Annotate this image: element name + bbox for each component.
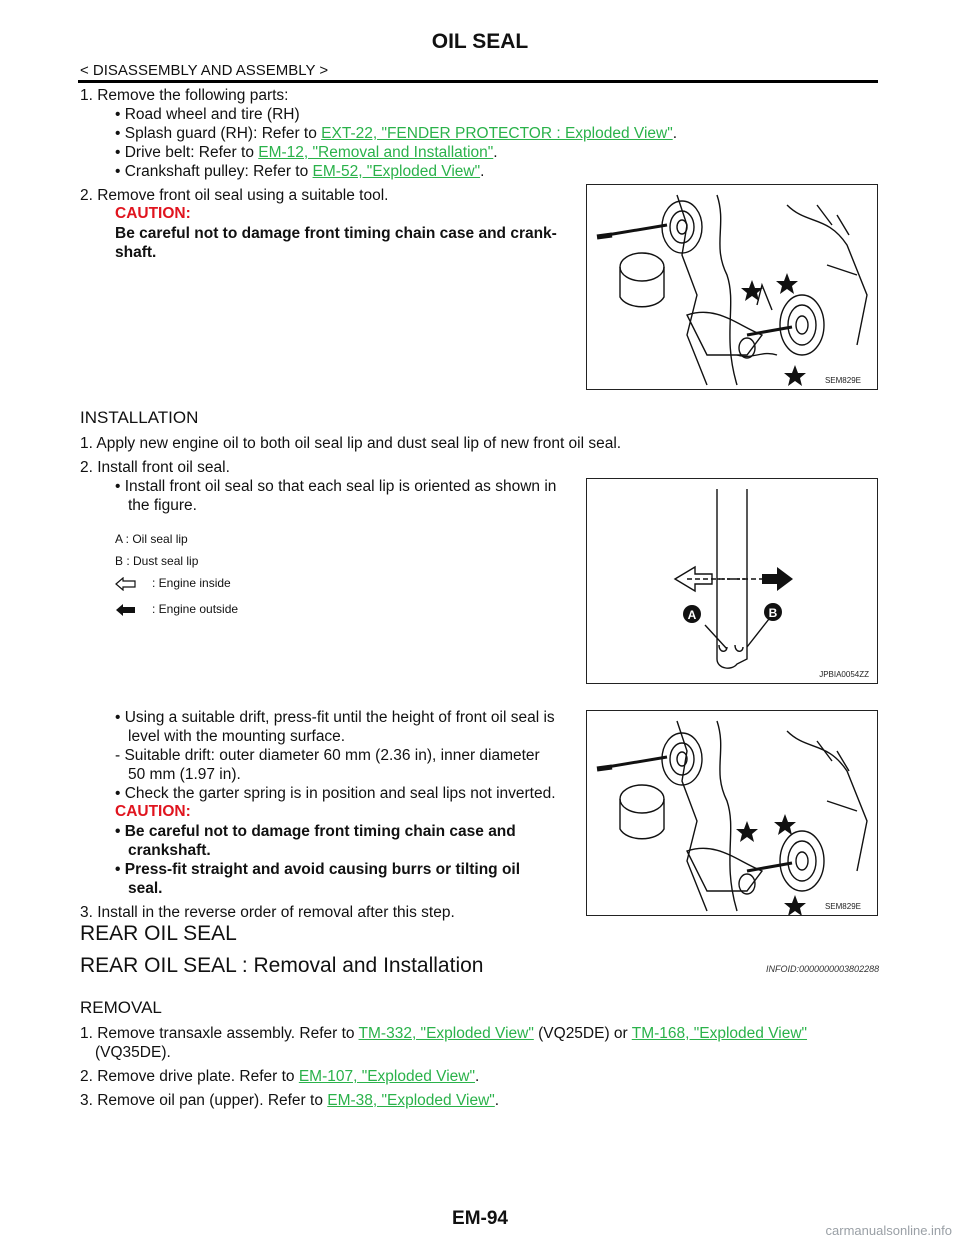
install-bullet-3: • Check the garter spring is in position and seal lips not inverted. — [115, 785, 556, 802]
legend-engine-inside: : Engine inside — [152, 576, 231, 590]
period: . — [494, 1092, 500, 1109]
period: . — [672, 125, 678, 142]
page-number: EM-94 — [452, 1208, 508, 1229]
legend-oil-seal-lip: A : Oil seal lip — [115, 532, 188, 546]
figure-front-seal-removal — [586, 184, 878, 390]
engine-illustration — [587, 711, 877, 915]
caution-1-line-1: • Be careful not to damage front timing chain case and — [115, 823, 516, 840]
rear-step-1-mid: (VQ25DE) or — [533, 1025, 632, 1042]
caution-2-line-2: seal. — [128, 880, 163, 897]
list-item-splash-guard — [115, 124, 677, 143]
drift-spec-line-1: - Suitable drift: outer diameter 60 mm (2.36 in), inner diameter — [115, 747, 540, 764]
pulley-text: • Crankshaft pulley: Refer to — [115, 163, 313, 180]
removal-step-2: 2. Remove front oil seal using a suitable tool. — [80, 187, 389, 204]
installation-heading: INSTALLATION — [80, 408, 199, 427]
engine-outside-arrow-icon — [115, 603, 137, 617]
list-item-crankshaft-pulley — [115, 162, 484, 181]
page-title: OIL SEAL — [431, 30, 529, 53]
list-item-drive-belt — [115, 143, 498, 162]
seal-lip-diagram — [587, 479, 877, 683]
install-bullet-2-line-2: level with the mounting surface. — [128, 728, 346, 745]
link-em-12[interactable]: EM-12, "Removal and Installation" — [258, 144, 494, 161]
caution-text-line-1: Be careful not to damage front timing chain case and crank- — [115, 225, 557, 242]
install-step-1: 1. Apply new engine oil to both oil seal lip and dust seal lip of new front oil seal. — [80, 435, 622, 452]
rear-step-1-text: 1. Remove transaxle assembly. Refer to — [80, 1025, 359, 1042]
period: . — [474, 1068, 480, 1085]
rear-step-1-line-2: (VQ35DE). — [95, 1044, 171, 1061]
install-step-2: 2. Install front oil seal. — [80, 459, 230, 476]
removal-step-1: 1. Remove the following parts: — [80, 87, 289, 104]
rear-step-2-text: 2. Remove drive plate. Refer to — [80, 1068, 299, 1085]
rear-step-3 — [80, 1091, 499, 1110]
install-bullet-1-line-2: the figure. — [128, 497, 197, 514]
link-em-107[interactable]: EM-107, "Exploded View" — [298, 1068, 475, 1085]
section-breadcrumb: < DISASSEMBLY AND ASSEMBLY > — [80, 62, 329, 79]
figure-code: SEM829E — [824, 902, 861, 911]
info-id: INFOID:0000000003802288 — [766, 964, 880, 974]
link-tm-168[interactable]: TM-168, "Exploded View" — [631, 1025, 808, 1042]
link-tm-332[interactable]: TM-332, "Exploded View" — [358, 1025, 534, 1042]
label-b: B — [768, 606, 778, 620]
install-bullet-2-line-1: • Using a suitable drift, press-fit until the height of front oil seal is — [115, 709, 555, 726]
figure-code: JPBIA0054ZZ — [819, 670, 869, 679]
link-ext-22[interactable]: EXT-22, "FENDER PROTECTOR : Exploded View" — [321, 125, 673, 142]
splash-guard-text: • Splash guard (RH): Refer to — [115, 125, 322, 142]
rear-step-2 — [80, 1067, 479, 1086]
header-rule — [78, 80, 878, 83]
period: . — [493, 144, 498, 161]
caution-1-line-2: crankshaft. — [128, 842, 211, 859]
install-bullet-1-line-1: • Install front oil seal so that each seal lip is oriented as shown in — [115, 478, 557, 495]
engine-illustration — [587, 185, 877, 389]
period: . — [480, 163, 485, 180]
engine-inside-arrow-icon — [115, 577, 137, 591]
removal-heading: REMOVAL — [80, 998, 162, 1017]
install-step-3: 3. Install in the reverse order of removal after this step. — [80, 904, 455, 921]
legend-dust-seal-lip: B : Dust seal lip — [115, 554, 199, 568]
caution-2-line-1: • Press-fit straight and avoid causing burrs or tilting oil — [115, 861, 521, 878]
list-item-road-wheel: • Road wheel and tire (RH) — [115, 106, 300, 123]
caution-text-line-2: shaft. — [115, 244, 157, 261]
rear-oil-seal-heading: REAR OIL SEAL — [80, 922, 237, 945]
rear-oil-seal-subheading: REAR OIL SEAL : Removal and Installation — [80, 954, 484, 977]
drive-belt-text: • Drive belt: Refer to — [115, 144, 259, 161]
link-em-38[interactable]: EM-38, "Exploded View" — [327, 1092, 495, 1109]
caution-label: CAUTION: — [115, 205, 191, 222]
figure-code: SEM829E — [824, 376, 861, 385]
rear-step-1-line-1 — [80, 1024, 807, 1043]
figure-seal-lip-orientation — [586, 478, 878, 684]
link-em-52[interactable]: EM-52, "Exploded View" — [312, 163, 481, 180]
caution-label: CAUTION: — [115, 803, 191, 820]
drift-spec-line-2: 50 mm (1.97 in). — [128, 766, 241, 783]
watermark: carmanualsonline.info — [825, 1223, 952, 1238]
rear-step-3-text: 3. Remove oil pan (upper). Refer to — [80, 1092, 328, 1109]
figure-front-seal-installation — [586, 710, 878, 916]
label-a: A — [687, 608, 697, 622]
legend-engine-outside: : Engine outside — [152, 602, 239, 616]
